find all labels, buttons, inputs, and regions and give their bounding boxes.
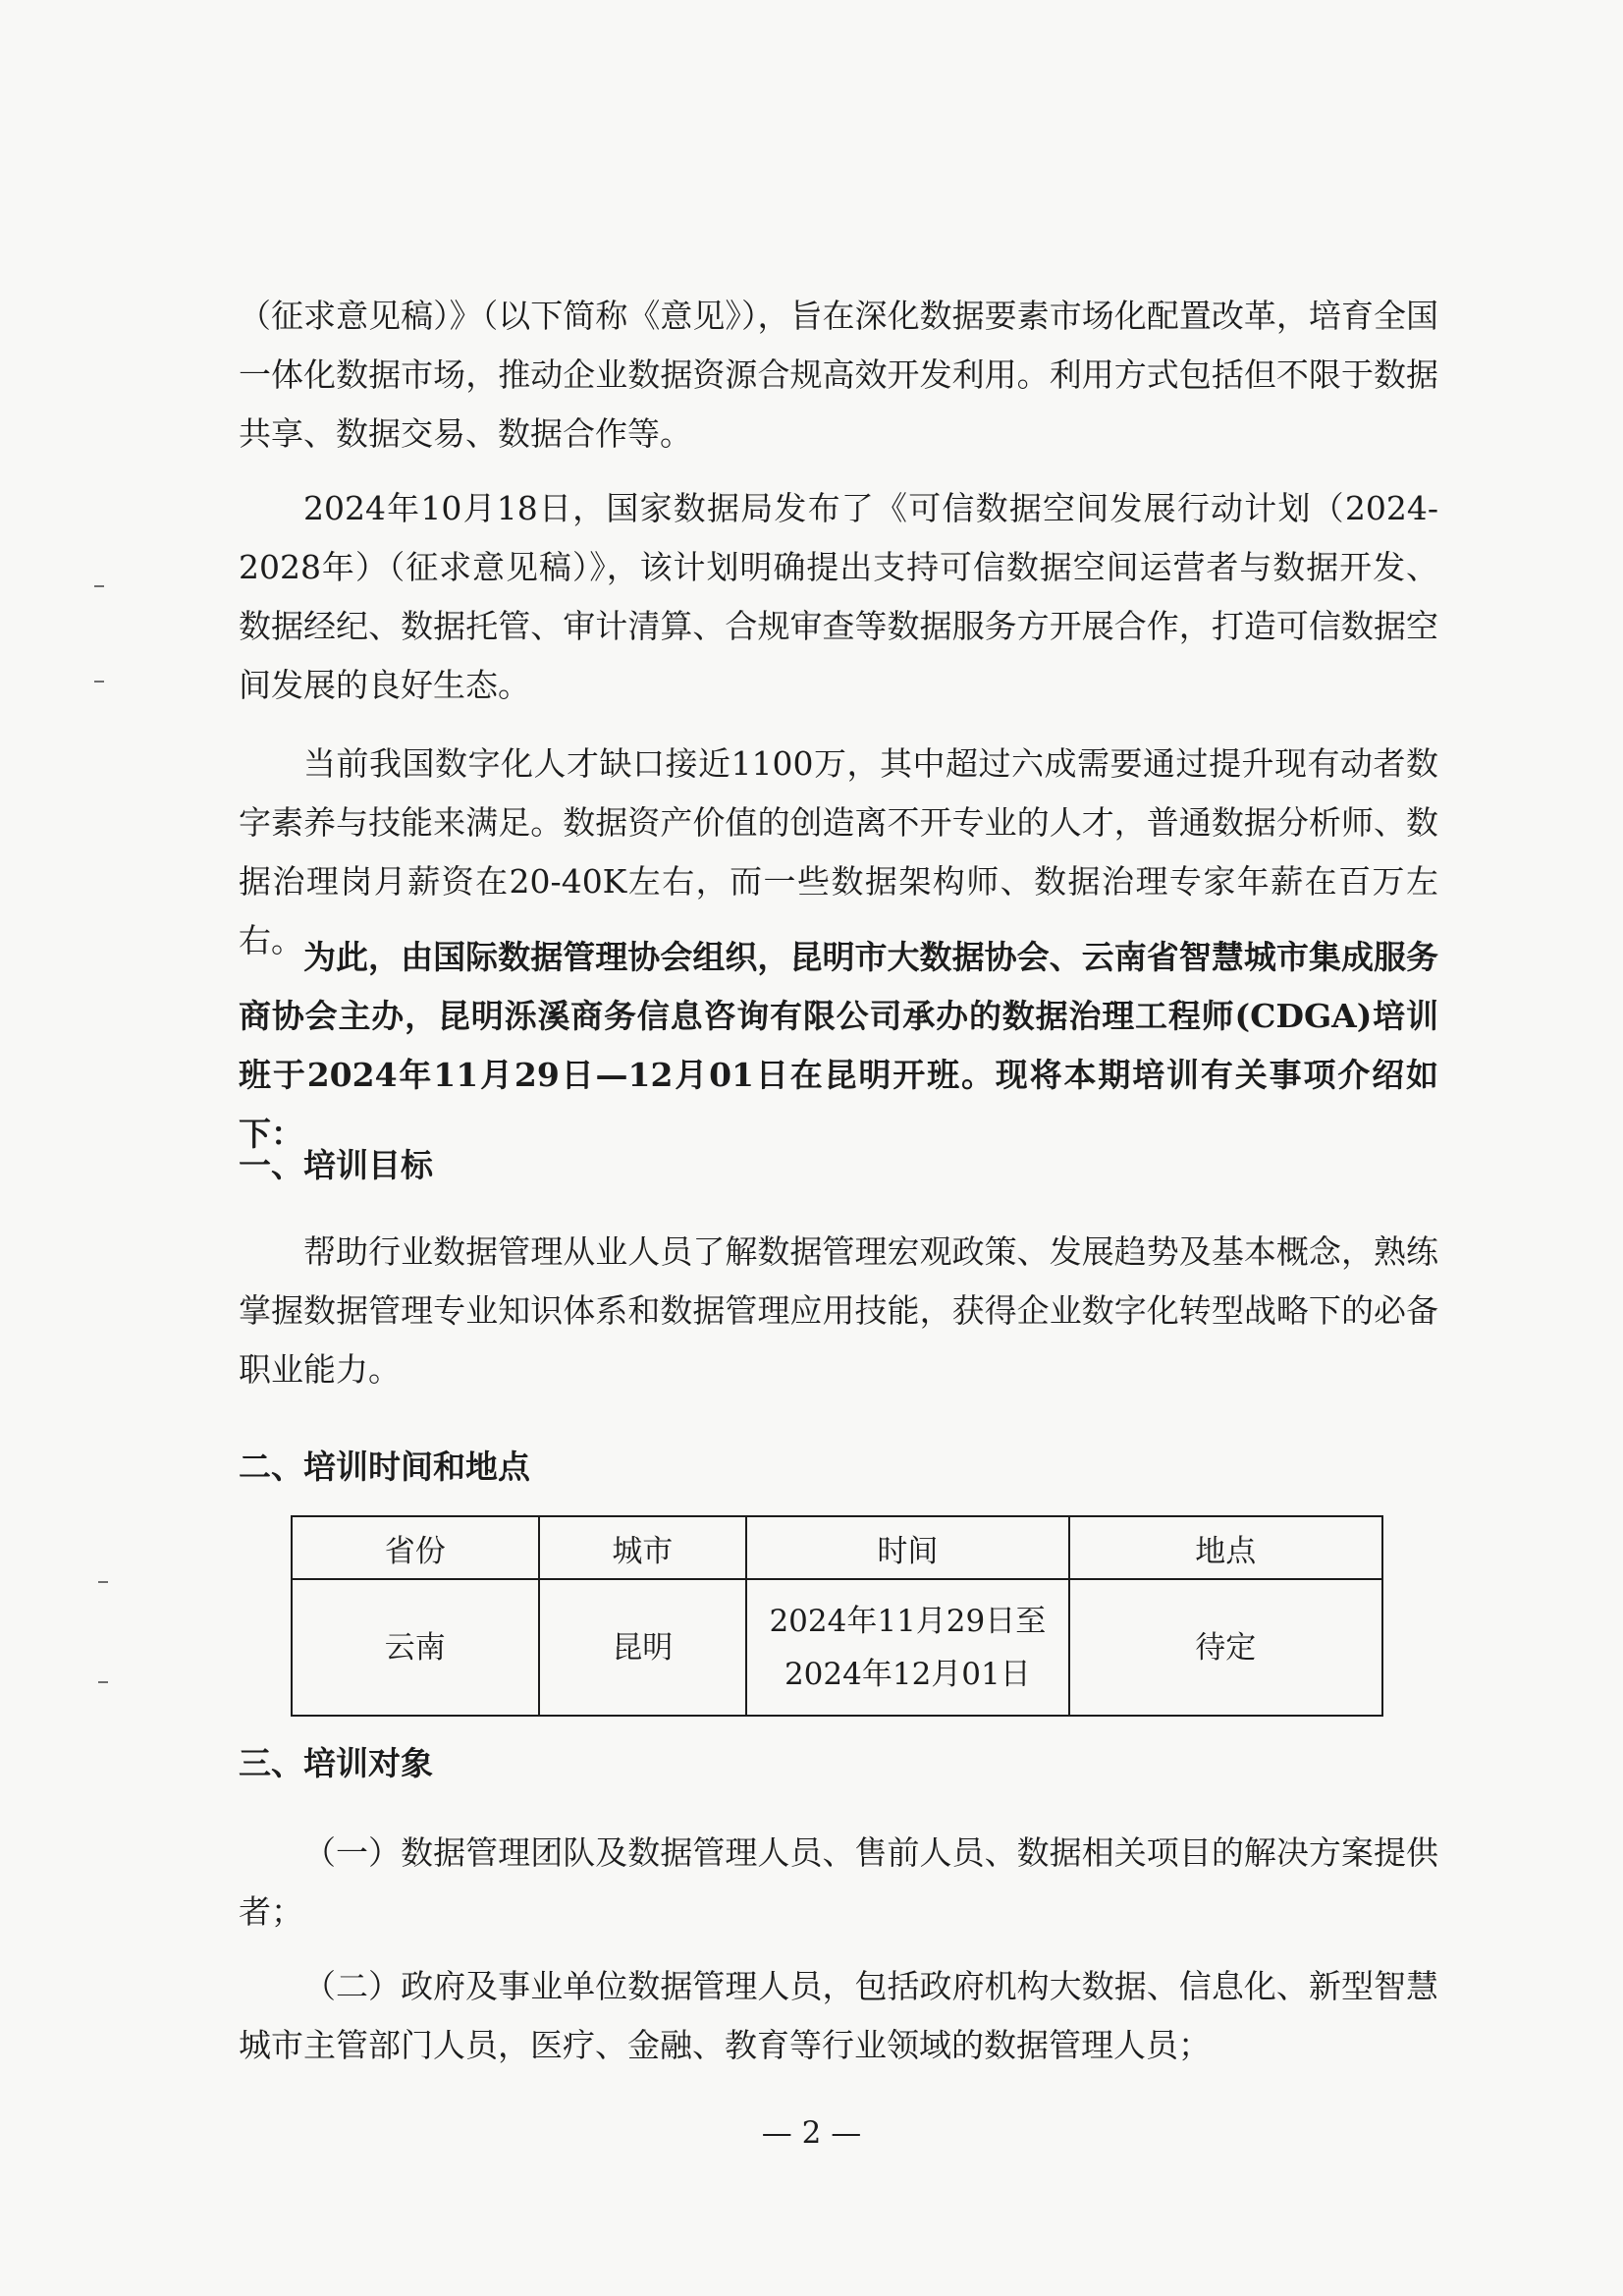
- paragraph-audience-item-2: （二）政府及事业单位数据管理人员，包括政府机构大数据、信息化、新型智慧城市主管部门人员，医疗、金融、教育等行业领域的数据管理人员；: [239, 1967, 1438, 2064]
- cell-time-end: 2024年12月01日: [784, 1656, 1031, 1692]
- paragraph-trusted-data-space: 2024年10月18日，国家数据局发布了《可信数据空间发展行动计划（2024-2028年）（征求意见稿）》，该计划明确提出支持可信数据空间运营者与数据开发、数据经纪、数据托管、审计清算、合规审查等数据服务方开展合作，打造可信数据空间发展的良好生态。: [239, 489, 1438, 704]
- cell-province: 云南: [292, 1579, 539, 1716]
- header-city: 城市: [539, 1516, 747, 1579]
- scan-mark: [98, 1681, 108, 1683]
- schedule-table: [291, 1515, 1383, 1717]
- paragraph-objectives: 帮助行业数据管理从业人员了解数据管理宏观政策、发展趋势及基本概念，熟练掌握数据管理专业知识体系和数据管理应用技能，获得企业数字化转型战略下的必备职业能力。: [239, 1232, 1438, 1389]
- table-header-row: [292, 1516, 1382, 1579]
- paragraph-audience-item-1: （一）数据管理团队及数据管理人员、售前人员、数据相关项目的解决方案提供者；: [239, 1833, 1438, 1931]
- header-province: 省份: [292, 1516, 539, 1579]
- header-location: 地点: [1069, 1516, 1382, 1579]
- section-heading-time-place: 二、培训时间和地点: [239, 1448, 530, 1486]
- paragraph-training-announcement: 为此，由国际数据管理协会组织，昆明市大数据协会、云南省智慧城市集成服务商协会主办，昆明泺溪商务信息咨询有限公司承办的数据治理工程师(CDGA)培训班于2024年11月29日—12月01日在昆明开班。现将本期培训有关事项介绍如下：: [239, 938, 1438, 1153]
- scan-mark: [94, 585, 104, 587]
- table-row: [292, 1579, 1382, 1716]
- header-time: 时间: [746, 1516, 1068, 1579]
- scan-mark: [94, 681, 104, 683]
- cell-location: 待定: [1069, 1579, 1382, 1716]
- cell-city: 昆明: [539, 1579, 747, 1716]
- section-heading-audience: 三、培训对象: [239, 1744, 433, 1782]
- section-heading-objectives: 一、培训目标: [239, 1146, 433, 1184]
- paragraph-talent-gap: 当前我国数字化人才缺口接近1100万，其中超过六成需要通过提升现有动者数字素养与技能来满足。数据资产价值的创造离不开专业的人才，普通数据分析师、数据治理岗月薪资在20-40K左右，而一些数据架构师、数据治理专家年薪在百万左右。: [239, 744, 1438, 959]
- page-number: — 2 —: [761, 2115, 862, 2151]
- paragraph-opinion-intro: （征求意见稿）》（以下简称《意见》），旨在深化数据要素市场化配置改革，培育全国一体化数据市场，推动企业数据资源合规高效开发利用。利用方式包括但不限于数据共享、数据交易、数据合作等。: [239, 297, 1438, 453]
- cell-time: [746, 1579, 1068, 1716]
- scan-mark: [98, 1581, 108, 1583]
- cell-time-start: 2024年11月29日至: [769, 1603, 1047, 1639]
